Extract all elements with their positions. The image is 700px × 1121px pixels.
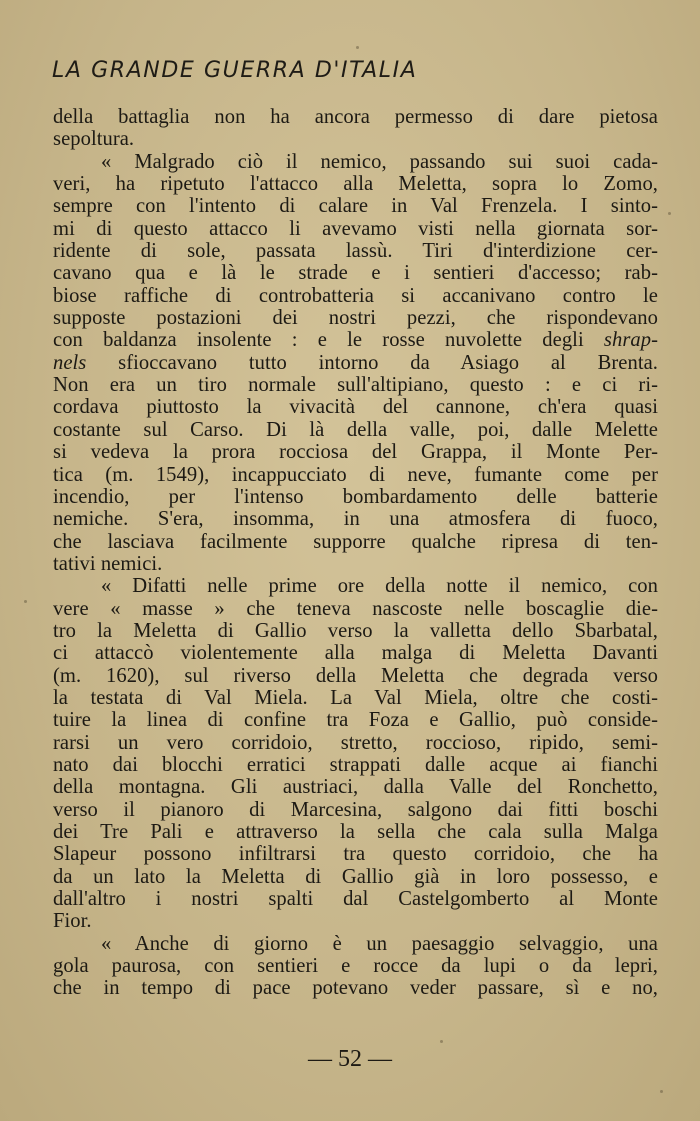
text-line: tativi nemici.	[53, 552, 163, 575]
text-line: dei Tre Pali e attraverso la sella che cala sulla Malga	[53, 821, 658, 843]
text-line: costante sul Carso. Di là della valle, poi, dalle Melette	[53, 418, 658, 441]
page-number: — 52 —	[308, 1046, 392, 1072]
running-head: LA GRANDE GUERRA D'ITALIA	[52, 58, 418, 83]
text-line: tuire la linea di confine tra Foza e Gallio, può conside-	[53, 709, 658, 732]
text-line: cavano qua e là le strade e i sentieri d'accesso; rab-	[53, 262, 658, 285]
text-line: tro la Meletta di Gallio verso la valletta dello Sbarbatal,	[53, 619, 658, 642]
text-line: vere « masse » che teneva nascoste nelle boscaglie die-	[53, 597, 658, 620]
text-line: « Anche di giorno è un paesaggio selvaggio, una	[101, 932, 658, 955]
text-line: nels sfioccavano tutto intorno da Asiago al Brenta.	[53, 351, 658, 374]
text-line: rarsi un vero corridoio, stretto, roccioso, ripido, semi-	[53, 731, 658, 754]
text-line: mi di questo attacco li avevamo visti nella giornata sor-	[53, 217, 658, 240]
paper-speck	[660, 1090, 663, 1093]
text-line: verso il pianoro di Marcesina, salgono dai fitti boschi	[53, 798, 658, 821]
text-line: la testata di Val Miela. La Val Miela, oltre che costi-	[53, 686, 658, 709]
text-line: che lasciava facilmente supporre qualche ripresa di ten-	[53, 530, 658, 553]
text-line: ridente di sole, passata lassù. Tiri d'interdizione cer-	[53, 240, 658, 263]
text-line: gola paurosa, con sentieri e rocce da lupi o da lepri,	[53, 955, 658, 978]
text-line: Fior.	[53, 910, 92, 933]
paper-speck	[668, 212, 671, 215]
text-line: nemiche. S'era, insomma, in una atmosfera di fuoco,	[53, 508, 658, 531]
italic-word: shrap-	[603, 329, 658, 352]
paper-speck	[356, 46, 359, 49]
text-line: Non era un tiro normale sull'altipiano, questo : e ci ri-	[53, 374, 658, 397]
text-line: cordava piuttosto la vivacità del cannone, ch'era quasi	[53, 396, 658, 419]
text-line: « Malgrado ciò il nemico, passando sui suoi cada-	[101, 150, 658, 173]
text-line: si vedeva la prora rocciosa del Grappa, il Monte Per-	[53, 441, 658, 464]
text-line: veri, ha ripetuto l'attacco alla Meletta, sopra lo Zomo,	[53, 173, 658, 196]
text-line: incendio, per l'intenso bombardamento delle batterie	[53, 485, 658, 508]
paper-speck	[440, 1040, 443, 1043]
text-line: da un lato la Meletta di Gallio già in loro possesso, e	[53, 865, 658, 888]
text-line: nato dai blocchi erratici strappati dalle acque ai fianchi	[53, 753, 658, 776]
text-line: (m. 1620), sul riverso della Meletta che degrada verso	[53, 664, 658, 687]
italic-word: nels	[53, 351, 87, 374]
text-line: con baldanza insolente : e le rosse nuvolette degli shrap-	[53, 329, 658, 352]
text-line: sepoltura.	[53, 128, 135, 151]
text-line: « Difatti nelle prime ore della notte il nemico, con	[101, 575, 658, 598]
text-line: della battaglia non ha ancora permesso di dare pietosa	[53, 106, 658, 128]
text-line: biose raffiche di controbatteria si accanivano contro le	[53, 284, 658, 307]
text-line: che in tempo di pace potevano veder passare, sì e no,	[53, 977, 658, 1000]
text-line: ci attaccò violentemente alla malga di Meletta Davanti	[53, 642, 658, 665]
text-line: dall'altro i nostri spalti dal Castelgomberto al Monte	[53, 888, 658, 911]
text-line: Slapeur possono infiltrarsi tra questo corridoio, che ha	[53, 843, 658, 866]
text-line: supposte postazioni dei nostri pezzi, che rispondevano	[53, 307, 658, 330]
text-line: sempre con l'intento di calare in Val Frenzela. I sinto-	[53, 195, 658, 218]
text-line: tica (m. 1549), incappucciato di neve, fumante come per	[53, 463, 658, 486]
body-text	[53, 106, 658, 1000]
text-line: della montagna. Gli austriaci, dalla Valle del Ronchetto,	[53, 776, 658, 799]
paper-speck	[24, 600, 27, 603]
